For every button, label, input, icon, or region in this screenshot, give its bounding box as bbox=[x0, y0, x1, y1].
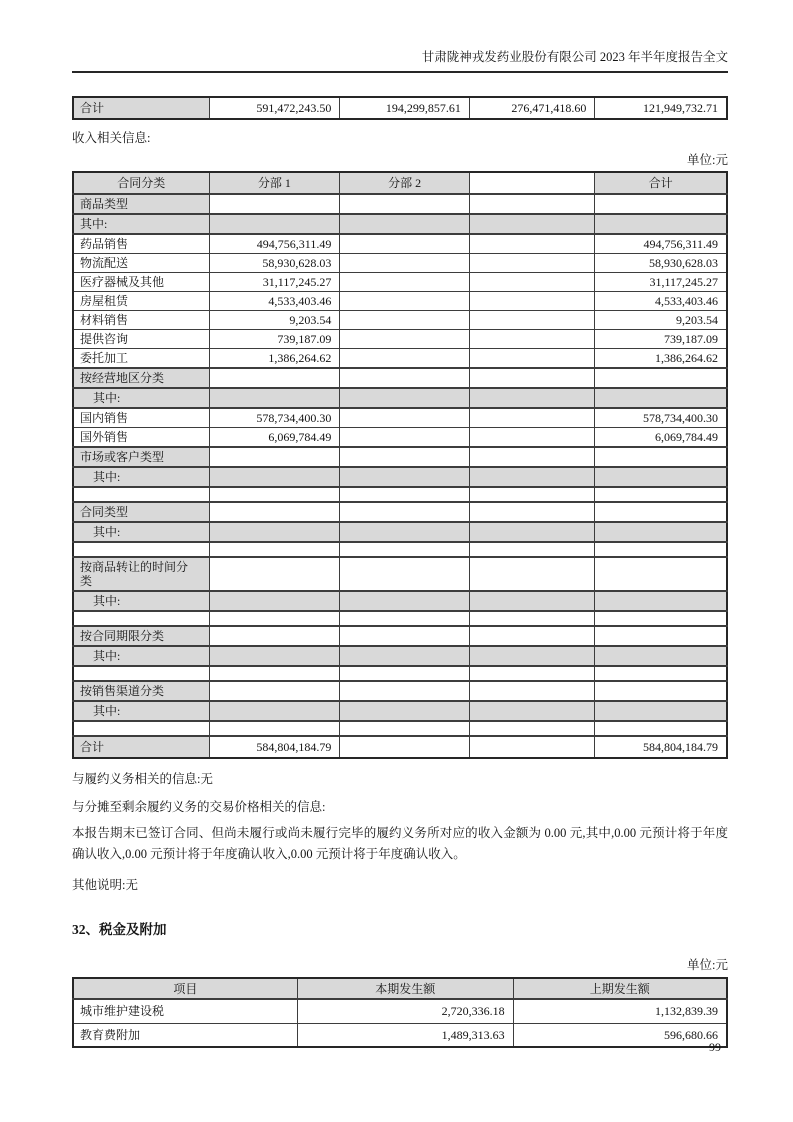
revenue-table-row bbox=[73, 681, 727, 701]
row-value-cell bbox=[469, 311, 595, 330]
row-value-cell: 31,117,245.27 bbox=[209, 273, 340, 292]
row-value-cell bbox=[469, 721, 595, 736]
col-header-total: 合计 bbox=[595, 172, 727, 194]
row-value-cell bbox=[595, 388, 727, 408]
row-value-cell bbox=[340, 611, 469, 626]
row-value-cell bbox=[340, 701, 469, 721]
row-value-cell: 739,187.09 bbox=[595, 330, 727, 349]
row-value-cell: 276,471,418.60 bbox=[469, 97, 595, 119]
row-value-cell bbox=[595, 214, 727, 234]
row-value-cell: 494,756,311.49 bbox=[595, 234, 727, 254]
row-value-cell bbox=[469, 408, 595, 428]
row-value-cell bbox=[469, 388, 595, 408]
row-value-cell bbox=[595, 522, 727, 542]
row-value-cell bbox=[340, 311, 469, 330]
row-value-cell bbox=[340, 557, 469, 591]
row-value-cell: 596,680.66 bbox=[513, 1023, 727, 1047]
row-value-cell bbox=[209, 557, 340, 591]
revenue-table-row bbox=[73, 194, 727, 214]
row-value-cell: 584,804,184.79 bbox=[209, 736, 340, 758]
row-value-cell: 9,203.54 bbox=[595, 311, 727, 330]
tax-table-header-row bbox=[73, 978, 727, 999]
row-value-cell bbox=[469, 330, 595, 349]
revenue-table-row bbox=[73, 626, 727, 646]
row-value-cell: 2,720,336.18 bbox=[297, 999, 513, 1023]
row-value-cell bbox=[469, 194, 595, 214]
row-label-cell: 教育费附加 bbox=[73, 1023, 297, 1047]
row-value-cell bbox=[340, 234, 469, 254]
carryover-total-table bbox=[72, 96, 728, 120]
row-label-cell: 合同类型 bbox=[73, 502, 209, 522]
revenue-table-row bbox=[73, 234, 727, 254]
row-value-cell bbox=[469, 273, 595, 292]
revenue-table-row bbox=[73, 447, 727, 467]
row-value-cell bbox=[209, 388, 340, 408]
row-value-cell bbox=[209, 701, 340, 721]
row-value-cell bbox=[469, 502, 595, 522]
row-value-cell bbox=[595, 626, 727, 646]
revenue-table-row bbox=[73, 611, 727, 626]
revenue-info-label: 收入相关信息: bbox=[72, 131, 151, 145]
revenue-table-row bbox=[73, 408, 727, 428]
row-label-cell bbox=[73, 487, 209, 502]
row-value-cell bbox=[469, 447, 595, 467]
tax-table-row bbox=[73, 999, 727, 1023]
row-label-cell: 合计 bbox=[73, 97, 209, 119]
revenue-table-row bbox=[73, 273, 727, 292]
report-title: 甘肃陇神戎发药业股份有限公司 2023 年半年度报告全文 bbox=[72, 50, 728, 73]
row-label-cell: 其中: bbox=[73, 214, 209, 234]
row-value-cell bbox=[595, 542, 727, 557]
row-value-cell bbox=[209, 681, 340, 701]
revenue-table-row bbox=[73, 388, 727, 408]
row-value-cell bbox=[469, 557, 595, 591]
row-value-cell bbox=[595, 502, 727, 522]
row-value-cell bbox=[595, 194, 727, 214]
revenue-table-row bbox=[73, 311, 727, 330]
row-value-cell bbox=[595, 721, 727, 736]
revenue-table-row bbox=[73, 467, 727, 487]
row-value-cell bbox=[340, 666, 469, 681]
row-value-cell bbox=[340, 194, 469, 214]
row-value-cell bbox=[340, 214, 469, 234]
revenue-table-row bbox=[73, 646, 727, 666]
row-label-cell: 医疗器械及其他 bbox=[73, 273, 209, 292]
row-value-cell: 1,489,313.63 bbox=[297, 1023, 513, 1047]
row-value-cell bbox=[469, 292, 595, 311]
row-value-cell bbox=[209, 542, 340, 557]
row-value-cell bbox=[209, 666, 340, 681]
row-label-cell: 按合同期限分类 bbox=[73, 626, 209, 646]
col-header-current-period: 本期发生额 bbox=[297, 978, 513, 999]
row-label-cell: 国内销售 bbox=[73, 408, 209, 428]
row-value-cell bbox=[469, 626, 595, 646]
row-value-cell bbox=[469, 234, 595, 254]
row-value-cell: 6,069,784.49 bbox=[209, 428, 340, 448]
row-value-cell: 1,132,839.39 bbox=[513, 999, 727, 1023]
row-value-cell: 58,930,628.03 bbox=[595, 254, 727, 273]
revenue-table-row bbox=[73, 522, 727, 542]
row-value-cell bbox=[595, 666, 727, 681]
row-value-cell: 31,117,245.27 bbox=[595, 273, 727, 292]
row-value-cell bbox=[340, 522, 469, 542]
row-label-cell: 商品类型 bbox=[73, 194, 209, 214]
row-value-cell bbox=[340, 721, 469, 736]
row-value-cell bbox=[340, 273, 469, 292]
row-label-cell: 物流配送 bbox=[73, 254, 209, 273]
note-performance-obligation: 与履约义务相关的信息:无 bbox=[72, 772, 213, 786]
revenue-table-row bbox=[73, 428, 727, 448]
row-label-cell bbox=[73, 721, 209, 736]
row-value-cell bbox=[595, 447, 727, 467]
row-value-cell: 4,533,403.46 bbox=[595, 292, 727, 311]
row-value-cell: 1,386,264.62 bbox=[209, 349, 340, 369]
row-value-cell bbox=[469, 736, 595, 758]
revenue-table-row bbox=[73, 487, 727, 502]
col-header-segment-1: 分部 1 bbox=[209, 172, 340, 194]
row-value-cell bbox=[469, 646, 595, 666]
row-label-cell: 国外销售 bbox=[73, 428, 209, 448]
row-label-cell: 材料销售 bbox=[73, 311, 209, 330]
row-value-cell bbox=[469, 487, 595, 502]
row-value-cell bbox=[340, 330, 469, 349]
row-value-cell: 578,734,400.30 bbox=[595, 408, 727, 428]
col-header-prior-period: 上期发生额 bbox=[513, 978, 727, 999]
row-value-cell: 494,756,311.49 bbox=[209, 234, 340, 254]
row-label-cell: 市场或客户类型 bbox=[73, 447, 209, 467]
row-value-cell bbox=[340, 467, 469, 487]
row-value-cell bbox=[469, 666, 595, 681]
revenue-table-row bbox=[73, 736, 727, 758]
row-value-cell bbox=[340, 681, 469, 701]
unit-label-tax: 单位:元 bbox=[687, 958, 728, 972]
note-paragraph: 本报告期末已签订合同、但尚未履行或尚未履行完毕的履约义务所对应的收入金额为 0.00 元,其中,0.00 元预计将于年度确认收入,0.00 元预计将于年度确认收入,0.00 元预计将于年度确认收入。 bbox=[72, 826, 728, 861]
revenue-table-row bbox=[73, 368, 727, 388]
row-value-cell bbox=[595, 611, 727, 626]
row-value-cell bbox=[595, 557, 727, 591]
row-value-cell bbox=[595, 681, 727, 701]
row-value-cell bbox=[340, 626, 469, 646]
row-value-cell bbox=[209, 467, 340, 487]
row-label-cell bbox=[73, 611, 209, 626]
row-value-cell bbox=[209, 591, 340, 611]
row-value-cell bbox=[469, 681, 595, 701]
row-value-cell bbox=[595, 467, 727, 487]
revenue-table bbox=[72, 171, 728, 759]
row-value-cell bbox=[340, 254, 469, 273]
carryover-total-row bbox=[73, 97, 727, 119]
row-value-cell bbox=[340, 591, 469, 611]
row-value-cell bbox=[469, 467, 595, 487]
row-value-cell bbox=[340, 447, 469, 467]
row-label-cell: 合计 bbox=[73, 736, 209, 758]
row-value-cell bbox=[209, 447, 340, 467]
row-value-cell bbox=[340, 646, 469, 666]
row-value-cell bbox=[469, 542, 595, 557]
row-value-cell bbox=[209, 214, 340, 234]
row-value-cell bbox=[209, 502, 340, 522]
row-value-cell bbox=[595, 701, 727, 721]
row-label-cell: 按商品转让的时间分类 bbox=[73, 557, 209, 591]
row-value-cell: 584,804,184.79 bbox=[595, 736, 727, 758]
revenue-table-row bbox=[73, 721, 727, 736]
row-label-cell: 其中: bbox=[73, 467, 209, 487]
unit-label-revenue: 单位:元 bbox=[687, 153, 728, 167]
col-header-contract-class: 合同分类 bbox=[73, 172, 209, 194]
row-label-cell: 其中: bbox=[73, 701, 209, 721]
row-value-cell bbox=[209, 487, 340, 502]
row-value-cell bbox=[340, 502, 469, 522]
row-value-cell bbox=[340, 408, 469, 428]
revenue-table-row bbox=[73, 214, 727, 234]
revenue-table-row bbox=[73, 330, 727, 349]
row-value-cell: 591,472,243.50 bbox=[209, 97, 340, 119]
row-value-cell: 58,930,628.03 bbox=[209, 254, 340, 273]
row-value-cell bbox=[469, 428, 595, 448]
row-value-cell bbox=[209, 611, 340, 626]
row-value-cell bbox=[595, 368, 727, 388]
revenue-table-row bbox=[73, 542, 727, 557]
row-value-cell bbox=[469, 368, 595, 388]
row-value-cell bbox=[595, 591, 727, 611]
row-value-cell bbox=[340, 368, 469, 388]
row-value-cell bbox=[469, 349, 595, 369]
col-header-item: 项目 bbox=[73, 978, 297, 999]
row-label-cell: 房屋租赁 bbox=[73, 292, 209, 311]
row-value-cell: 578,734,400.30 bbox=[209, 408, 340, 428]
row-label-cell: 其中: bbox=[73, 646, 209, 666]
row-value-cell bbox=[340, 736, 469, 758]
row-value-cell: 739,187.09 bbox=[209, 330, 340, 349]
row-value-cell bbox=[469, 611, 595, 626]
row-value-cell bbox=[469, 591, 595, 611]
row-value-cell bbox=[469, 701, 595, 721]
revenue-table-row bbox=[73, 349, 727, 369]
row-label-cell: 提供咨询 bbox=[73, 330, 209, 349]
row-label-cell: 委托加工 bbox=[73, 349, 209, 369]
row-value-cell bbox=[209, 194, 340, 214]
row-value-cell bbox=[209, 522, 340, 542]
col-header-segment-2: 分部 2 bbox=[340, 172, 469, 194]
row-value-cell bbox=[340, 428, 469, 448]
revenue-table-header-row bbox=[73, 172, 727, 194]
note-other: 其他说明:无 bbox=[72, 878, 138, 892]
section-heading-tax: 32、税金及附加 bbox=[72, 922, 167, 937]
revenue-table-row bbox=[73, 701, 727, 721]
row-value-cell bbox=[340, 542, 469, 557]
page-number: 99 bbox=[709, 1040, 721, 1054]
row-label-cell: 其中: bbox=[73, 522, 209, 542]
revenue-table-row bbox=[73, 557, 727, 591]
row-value-cell bbox=[209, 646, 340, 666]
row-value-cell: 6,069,784.49 bbox=[595, 428, 727, 448]
row-value-cell bbox=[340, 349, 469, 369]
row-value-cell: 1,386,264.62 bbox=[595, 349, 727, 369]
revenue-table-row bbox=[73, 292, 727, 311]
row-value-cell: 121,949,732.71 bbox=[595, 97, 727, 119]
revenue-table-row bbox=[73, 591, 727, 611]
row-value-cell: 194,299,857.61 bbox=[340, 97, 469, 119]
row-value-cell bbox=[209, 721, 340, 736]
col-header-blank bbox=[469, 172, 595, 194]
row-value-cell bbox=[469, 254, 595, 273]
revenue-table-row bbox=[73, 666, 727, 681]
row-value-cell bbox=[340, 487, 469, 502]
row-label-cell: 按销售渠道分类 bbox=[73, 681, 209, 701]
row-label-cell: 其中: bbox=[73, 388, 209, 408]
tax-table-row bbox=[73, 1023, 727, 1047]
row-value-cell bbox=[340, 388, 469, 408]
row-label-cell bbox=[73, 542, 209, 557]
row-value-cell bbox=[469, 522, 595, 542]
row-value-cell bbox=[595, 487, 727, 502]
row-value-cell: 9,203.54 bbox=[209, 311, 340, 330]
row-label-cell: 药品销售 bbox=[73, 234, 209, 254]
row-value-cell bbox=[595, 646, 727, 666]
row-value-cell bbox=[209, 368, 340, 388]
row-label-cell: 其中: bbox=[73, 591, 209, 611]
row-label-cell: 按经营地区分类 bbox=[73, 368, 209, 388]
tax-table bbox=[72, 977, 728, 1048]
row-label-cell: 城市维护建设税 bbox=[73, 999, 297, 1023]
revenue-table-row bbox=[73, 254, 727, 273]
row-value-cell bbox=[469, 214, 595, 234]
row-value-cell bbox=[340, 292, 469, 311]
row-value-cell: 4,533,403.46 bbox=[209, 292, 340, 311]
row-label-cell bbox=[73, 666, 209, 681]
note-remaining-obligation: 与分摊至剩余履约义务的交易价格相关的信息: bbox=[72, 800, 326, 814]
row-value-cell bbox=[209, 626, 340, 646]
revenue-table-row bbox=[73, 502, 727, 522]
